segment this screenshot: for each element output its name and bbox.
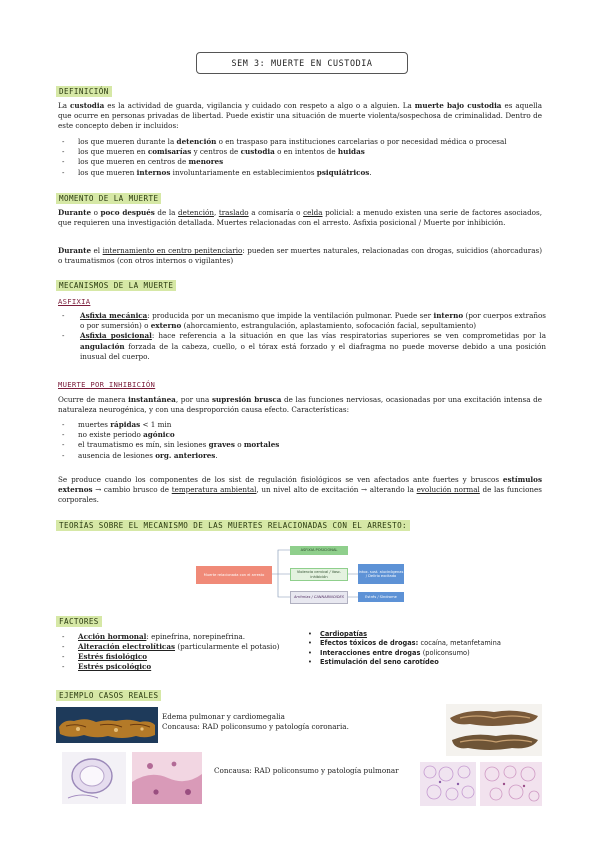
list-item: - los que mueren en comisarías y centros de custodia o en intentos de huidas: [62, 147, 542, 157]
diagram-middle-box: Violencia cervical / Vasc. inhibición: [290, 568, 348, 581]
diagram-bottom-box: Arritmias / CANNABINOIDES: [290, 591, 348, 604]
diagram-right-box-1: Intox. sust. alucinógenas / Delirio excitado: [358, 564, 404, 584]
heading-momento: MOMENTO DE LA MUERTE: [56, 193, 161, 204]
momento-paragraph-1: Durante o poco después de la detención, traslado a comisaría o celda policial: a menudo existen una serie de factores asociados, que requieren una investigación detallada. Muertes relacionadas con el arresto. Asfixia posicional / Muerte por inhibición.: [58, 208, 542, 227]
caso1-line2: Concausa: RAD policonsumo y patología coronaria.: [162, 721, 349, 731]
list-item: - ausencia de lesiones org. anteriores.: [62, 451, 542, 461]
organ-slices-image: [446, 704, 542, 756]
list-item: - el traumatismo es mín, sin lesiones graves o mortales: [62, 440, 542, 450]
microscopy-vessel-image: [62, 752, 126, 804]
list-item: - Estrés psicológico: [62, 662, 302, 672]
list-item: • Cardiopatías: [306, 630, 546, 639]
theory-diagram: [196, 544, 412, 608]
diagram-center-box: Muerte relacionada con el arresto: [196, 566, 272, 584]
inhibicion-paragraph-1: Ocurre de manera instantánea, por una supresión brusca de las funciones nerviosas, ocasionadas por una excitación intensa de naturaleza neurogénica, y con una desproporción causa efecto. Características:: [58, 395, 542, 414]
list-item: - los que mueren internos involuntariamente en establecimientos psiquiátricos.: [62, 168, 542, 178]
caso1-text: [162, 712, 432, 732]
factores-left-list: [62, 632, 302, 672]
histology-image-left: [420, 762, 476, 806]
definicion-paragraph: La custodia es la actividad de guarda, vigilancia y cuidado con respeto a algo o a alguien. La muerte bajo custodia es aquella que ocurre en personas privadas de libertad. Puede existir una situación de muerte violenta/sospechosa de criminalidad. Dentro de este concepto deben ir incluidos:: [58, 101, 543, 130]
diagram-right-box-2: Estrés / Síndrome: [358, 592, 404, 602]
list-item: - los que mueren durante la detención o en traspaso para instituciones carcelarias o por necesidad médica o procesal: [62, 137, 542, 147]
subheading-asfixia: ASFIXIA: [58, 297, 91, 306]
list-item: • Interacciones entre drogas (policonsumo): [306, 649, 546, 658]
list-item: - no existe periodo agónico: [62, 430, 542, 440]
heading-teorias: TEORÍAS SOBRE EL MECANISMO DE LAS MUERTES RELACIONADAS CON EL ARRESTO:: [56, 520, 410, 531]
list-item: - Alteración electrolíticas (particularmente el potasio): [62, 642, 302, 652]
list-item: - Acción hormonal: epinefrina, norepinefrina.: [62, 632, 302, 642]
heading-factores: FACTORES: [56, 616, 102, 627]
factores-right-list: [306, 630, 546, 667]
caso2-text: Concausa: RAD policonsumo y patología pulmonar: [214, 766, 399, 775]
definicion-list: [62, 137, 542, 178]
page-title: SEM 3: MUERTE EN CUSTODIA: [196, 52, 408, 74]
diagram-top-box: ASFIXIA POSICIONAL: [290, 546, 348, 555]
caso1-line1: Edema pulmonar y cardiomegalia: [162, 712, 285, 721]
subheading-inhibicion: MUERTE POR INHIBICIÓN: [58, 380, 156, 389]
histology-image-right: [480, 762, 542, 806]
list-item: - los que mueren en centros de menores: [62, 157, 542, 167]
inhibicion-list: [62, 420, 542, 461]
list-item: - muertes rápidas < 1 min: [62, 420, 542, 430]
list-item: - Estrés fisiológico: [62, 652, 302, 662]
list-item: • Estimulación del seno carotídeo: [306, 658, 546, 667]
heading-casos: EJEMPLO CASOS REALES: [56, 690, 161, 701]
list-item: • Efectos tóxicos de drogas: cocaína, metanfetamina: [306, 639, 546, 648]
list-item: - Asfixia mecánica: producida por un mecanismo que impide la ventilación pulmonar. Puede ser interno (por cuerpos extraños o por sumersión) o externo (ahorcamiento, estrangulación, aplastamiento, sofocación facial, sepultamiento): [62, 311, 546, 331]
tissue-slices-image: [56, 707, 158, 743]
heading-mecanismos: MECANISMOS DE LA MUERTE: [56, 280, 176, 291]
list-item: - Asfixia posicional: hace referencia a la situación en que las vías respiratorias superiores se ven comprometidas por la angulación forzada de la cabeza, cuello, o el tórax está forzado y el diafragma no puede moverse debido a una posición inusual del cuerpo.: [62, 331, 546, 362]
heading-definicion: DEFINICIÓN: [56, 86, 112, 97]
momento-paragraph-2: Durante el internamiento en centro penitenciario: pueden ser muertes naturales, relacionadas con drogas, suicidios (ahorcaduras) o traumatismos (con otros internos o vigilantes): [58, 246, 543, 265]
histology-pink-image: [132, 752, 202, 804]
asfixia-list: [62, 311, 546, 362]
inhibicion-paragraph-2: Se produce cuando los componentes de los sist de regulación fisiológicos se ven afectados ante fuertes y bruscos estímulos externos → cambio brusco de temperatura ambiental, un nivel alto de excitación → alterando la evolución normal de las funciones corporales.: [58, 475, 542, 504]
